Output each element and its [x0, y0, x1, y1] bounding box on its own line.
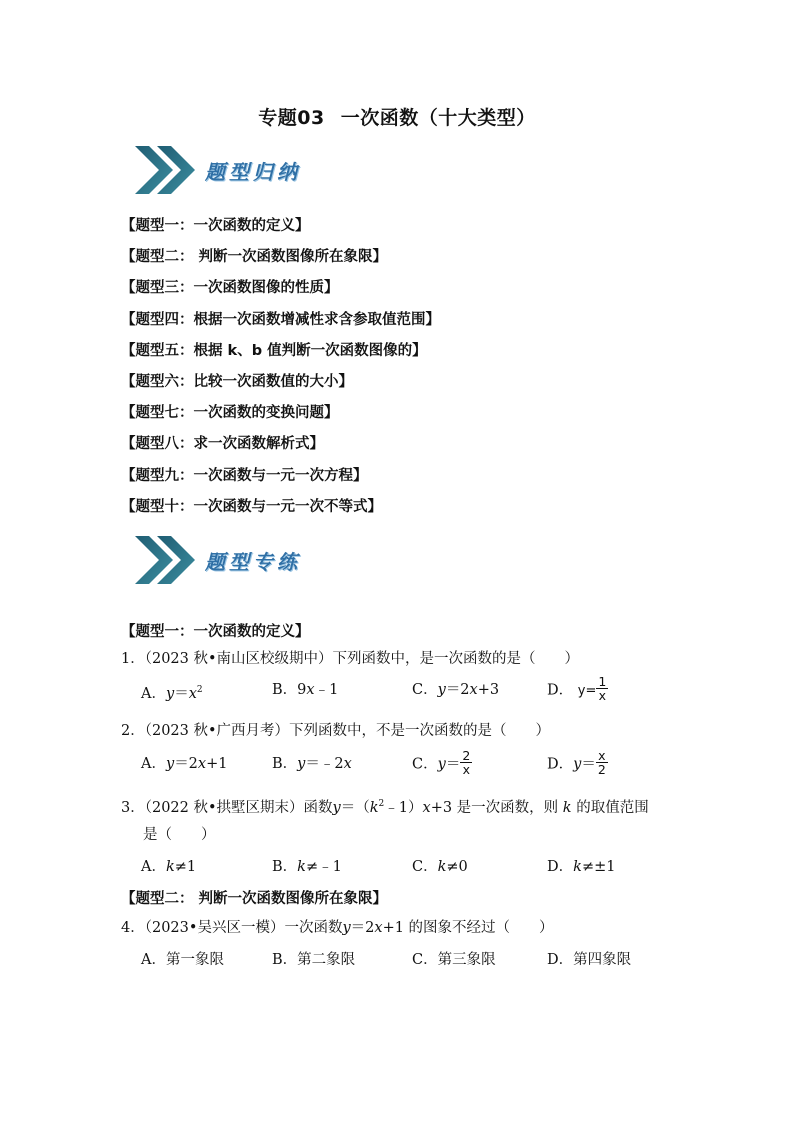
toc-item: 【题型四：根据一次函数增减性求含参取值范围】 — [121, 311, 440, 328]
option-d: D．第四象限 — [547, 952, 632, 968]
toc-item: 【题型十：一次函数与一元一次不等式】 — [121, 498, 382, 515]
banner-practice-text: 题型专练 — [205, 550, 301, 574]
option-c: C．y＝ $\frac{2}{x}$ — [412, 748, 471, 777]
double-chevron-icon — [133, 532, 195, 588]
question-2 — [121, 720, 550, 742]
section-heading-type2: 【题型二： 判断一次函数图像所在象限】 — [121, 891, 388, 907]
option-c: C．第三象限 — [412, 952, 496, 968]
question-2-options — [141, 748, 661, 783]
question-3-continuation: 是（ ） — [143, 827, 216, 843]
option-d: D． y= $\frac{1}{x}$ — [547, 674, 607, 703]
toc-item: 【题型五：根据 k、b 值判断一次函数图像的】 — [121, 342, 427, 359]
toc-item: 【题型九：一次函数与一元一次方程】 — [121, 467, 368, 484]
fraction: $\frac{1}{x}$ — [598, 674, 607, 703]
option-b: B．第二象限 — [272, 952, 356, 968]
toc-item: 【题型一：一次函数的定义】 — [121, 218, 310, 234]
question-source: （2023 秋•南山区校级期中） — [144, 651, 333, 667]
fraction: $\frac{x}{2}$ — [597, 748, 606, 777]
question-number: 2． — [121, 723, 145, 739]
option-c: C．k≠0 — [412, 859, 468, 875]
question-source: （2023•吴兴区一模） — [144, 920, 285, 936]
toc-item: 【题型三：一次函数图像的性质】 — [121, 280, 339, 297]
question-source: （2023 秋•广西月考） — [144, 723, 290, 739]
question-1 — [121, 648, 579, 670]
question-4: 4．（2023•吴兴区一模）一次函数y＝2x+1 的图象不经过（ ） — [121, 920, 554, 936]
title-prefix: 专题 — [258, 107, 298, 129]
banner-practice — [133, 532, 373, 588]
option-d: D．y＝ $\frac{x}{2}$ — [547, 748, 606, 777]
section-heading-type1: 【题型一：一次函数的定义】 — [121, 624, 310, 640]
question-3: 3．（2022 秋•拱墅区期末）函数$y=(k^2﹣1)x+3$ 是一次函数，则 k 的取值范围 — [121, 799, 649, 816]
option-a: A．k≠1 — [141, 859, 197, 875]
question-number: 1． — [121, 651, 145, 667]
page-title — [0, 103, 794, 130]
double-chevron-icon — [133, 142, 195, 198]
question-1-options — [141, 674, 661, 709]
option-a: A．y＝2x+1 — [141, 756, 228, 772]
option-a: A．第一象限 — [141, 952, 224, 968]
type-index-list — [121, 213, 440, 525]
toc-item: 【题型八：求一次函数解析式】 — [121, 436, 324, 453]
title-number: 03 — [297, 107, 325, 129]
fraction: $\frac{2}{x}$ — [462, 748, 471, 777]
option-a: A．$y=x^2$ — [141, 685, 203, 702]
question-stem: 下列函数中，是一次函数的是（ ） — [332, 651, 580, 667]
banner-summary — [133, 142, 373, 198]
option-d: D．k≠±1 — [547, 859, 616, 875]
title-main: 一次函数（十大类型） — [340, 107, 536, 129]
question-number: 3． — [121, 799, 145, 816]
option-b: B．y＝﹣2x — [272, 756, 352, 772]
question-stem: 下列函数中，不是一次函数的是（ ） — [289, 723, 551, 739]
question-number: 4． — [121, 920, 145, 936]
question-4-options — [141, 949, 661, 979]
option-c: C．y＝2x+3 — [412, 682, 500, 698]
toc-item: 【题型七：一次函数的变换问题】 — [121, 405, 339, 422]
option-b: B．9x﹣1 — [272, 682, 339, 698]
toc-item: 【题型二： 判断一次函数图像所在象限】 — [121, 249, 388, 266]
question-source: （2022 秋•拱墅区期末） — [144, 799, 304, 816]
question-3-options — [141, 856, 661, 886]
toc-item: 【题型六：比较一次函数值的大小】 — [121, 373, 353, 390]
option-b: B．k≠﹣1 — [272, 859, 342, 875]
banner-summary-text: 题型归纳 — [205, 160, 301, 184]
